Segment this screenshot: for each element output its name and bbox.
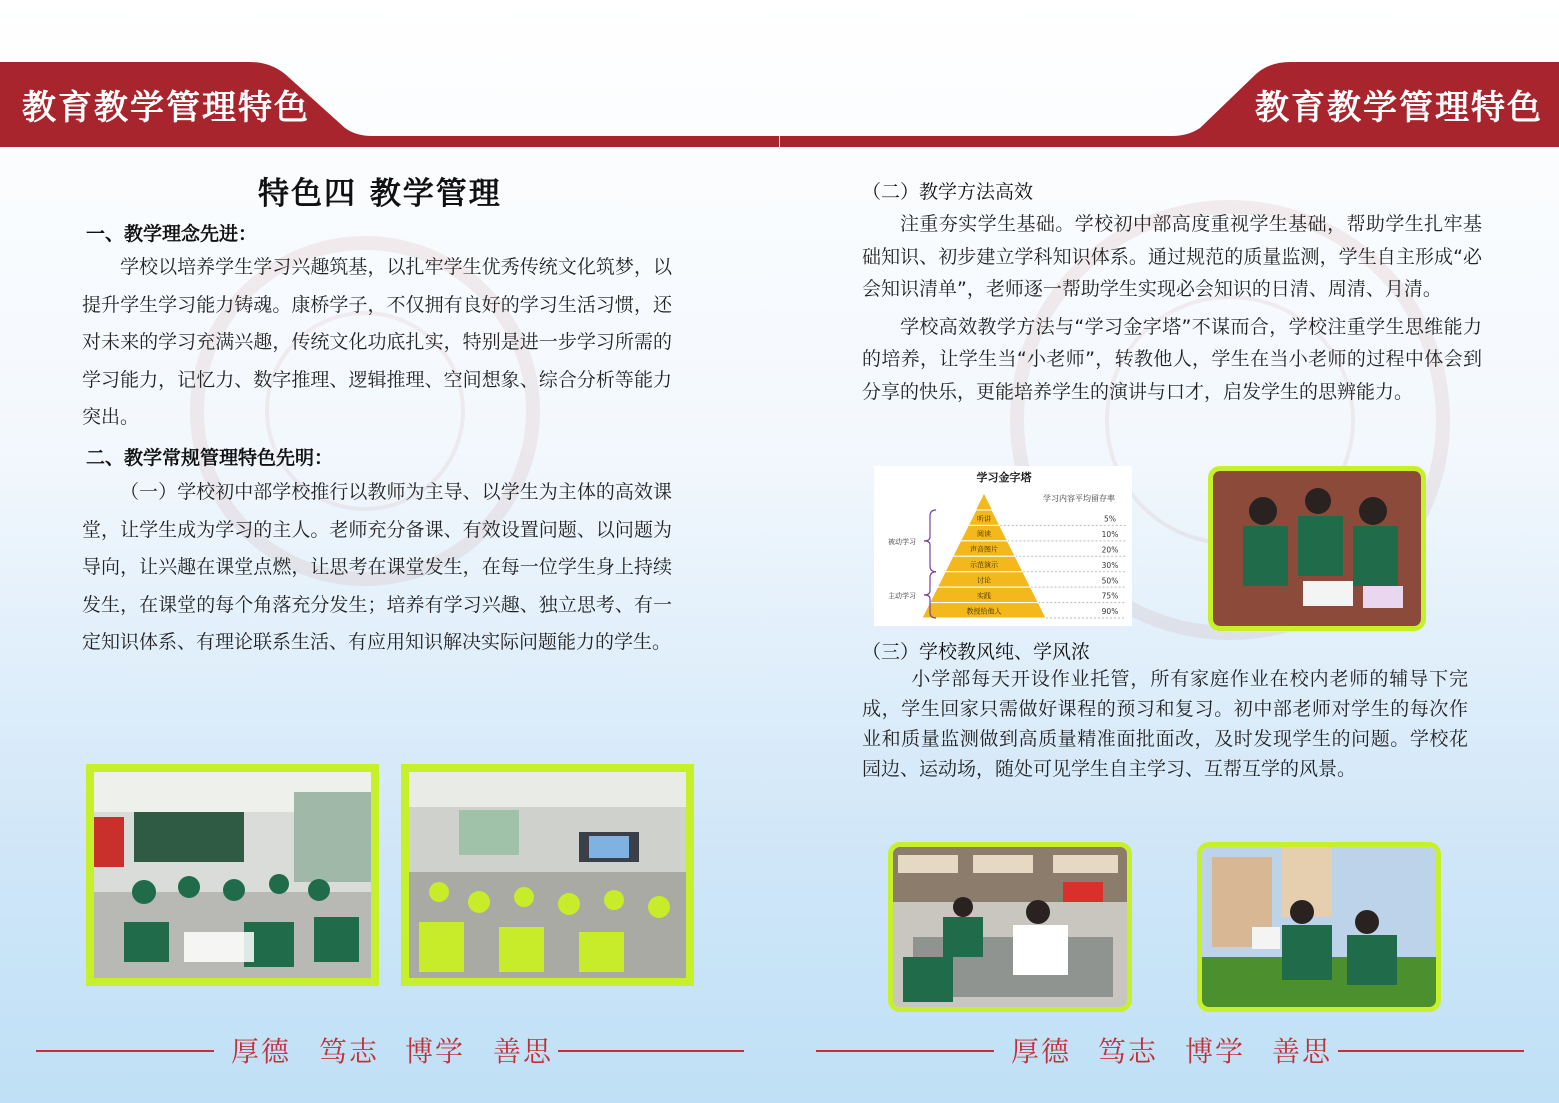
- motto-word-1: 厚德: [231, 1035, 292, 1068]
- chart-column-header: 学习内容平均留存率: [1043, 494, 1115, 503]
- paragraph: 学校以培养学生学习兴趣筑基，以扎牢学生优秀传统文化筑梦，以提升学生学习能力铸魂。康桥学子，不仅拥有良好的学习生活习惯，还对未来的学习充满兴趣，传统文化功底扎实，特别是进一步学习所需的学习能力，记忆力、数字推理、逻辑推理、空间想象、综合分析等能力突出。: [82, 256, 672, 428]
- motto-word-4: 善思: [1272, 1035, 1333, 1068]
- motto-divider-right-b: [1338, 1050, 1524, 1052]
- subsection-text-atmosphere: [862, 664, 1468, 784]
- chart-title: 学习金字塔: [976, 471, 1032, 484]
- pyramid-value-label: 30%: [1101, 560, 1119, 570]
- pyramid-layer-label: 阅读: [977, 530, 991, 539]
- pyramid-group-label: 被动学习: [888, 537, 916, 546]
- header-banner-left: [0, 62, 779, 147]
- motto-word-2: 笃志: [319, 1035, 380, 1068]
- page-title: 特色四 教学管理: [258, 176, 502, 212]
- learning-pyramid-chart: [874, 466, 1132, 626]
- motto-divider-left-a: [36, 1050, 214, 1052]
- paragraph: 学校高效教学方法与“学习金字塔”不谋而合，学校注重学生思维能力的培养，让学生当“小老师”，转教他人，学生在当小老师的过程中体会到分享的快乐，更能培养学生的演讲与口才，启发学生的思辨能力。: [862, 315, 1482, 403]
- pyramid-layer-label: 实践: [977, 591, 991, 600]
- motto-divider-left-b: [558, 1050, 744, 1052]
- students-discussion-photo: [1208, 466, 1426, 631]
- motto-word-3: 博学: [405, 1035, 466, 1068]
- pyramid-layer-label: 教授给他人: [966, 607, 1002, 616]
- pyramid-group-label: 主动学习: [888, 591, 916, 600]
- paragraph: 注重夯实学生基础。学校初中部高度重视学生基础，帮助学生扎牢基础知识、初步建立学科知识体系。通过规范的质量监测，学生自主形成“必会知识清单”，老师逐一帮助学生实现必会知识的日清、周清、月清。: [862, 213, 1482, 300]
- section-head-teaching-concept: 一、教学理念先进：: [86, 223, 258, 245]
- pyramid-layer-label: 讨论: [977, 576, 991, 585]
- motto-word-3: 博学: [1185, 1035, 1246, 1068]
- motto-word-4: 善思: [493, 1035, 554, 1068]
- pyramid-value-label: 5%: [1104, 514, 1116, 524]
- classroom-photo-1: [86, 764, 379, 986]
- pyramid-group-brace: [924, 510, 936, 572]
- library-reading-photo: [888, 842, 1132, 1012]
- pyramid-layer-label: 示范演示: [970, 561, 998, 570]
- pyramid-value-label: 75%: [1101, 591, 1119, 601]
- motto-word-1: 厚德: [1011, 1035, 1072, 1068]
- pyramid-value-label: 10%: [1101, 530, 1119, 539]
- pyramid-layer-label: 听讲: [977, 514, 991, 523]
- header-title-left: 教育教学管理特色: [22, 88, 310, 128]
- section-text-routine-management: [82, 474, 672, 662]
- section-text-teaching-concept: [82, 249, 672, 437]
- pyramid-value-label: 90%: [1101, 607, 1119, 617]
- subsection-head-methods: （二）教学方法高效: [862, 181, 1034, 203]
- outdoor-reading-photo: [1197, 842, 1441, 1012]
- subsection-head-atmosphere: （三）学校教风纯、学风浓: [862, 641, 1091, 663]
- paragraph: （一）学校初中部学校推行以教师为主导、以学生为主体的高效课堂，让学生成为学习的主人。老师充分备课、有效设置问题、以问题为导向，让兴趣在课堂点燃，让思考在课堂发生，在每一位学生身上持续发生，在课堂的每个角落充分发生；培养有学习兴趣、独立思考、有一定知识体系、有理论联系生活、有应用知识解决实际问题能力的学生。: [82, 481, 672, 653]
- header-title-right: 教育教学管理特色: [1255, 88, 1543, 128]
- section-head-routine-management: 二、教学常规管理特色先明：: [86, 447, 334, 469]
- classroom-photo-2: [401, 764, 694, 986]
- motto-divider-right-a: [816, 1050, 994, 1052]
- header-banner-right: [780, 62, 1559, 147]
- subsection-text-methods: [862, 208, 1482, 408]
- pyramid-value-label: 50%: [1101, 576, 1119, 586]
- pyramid-apex: [976, 494, 992, 510]
- pyramid-layer-label: 声音图片: [970, 545, 998, 554]
- paragraph: 小学部每天开设作业托管，所有家庭作业在校内老师的辅导下完成，学生回家只需做好课程的预习和复习。初中部老师对学生的每次作业和质量监测做到高质量精准面批面改，及时发现学生的问题。学校花园边、运动场，随处可见学生自主学习、互帮互学的风景。: [862, 668, 1468, 780]
- pyramid-value-label: 20%: [1101, 545, 1119, 555]
- motto-word-2: 笃志: [1098, 1035, 1159, 1068]
